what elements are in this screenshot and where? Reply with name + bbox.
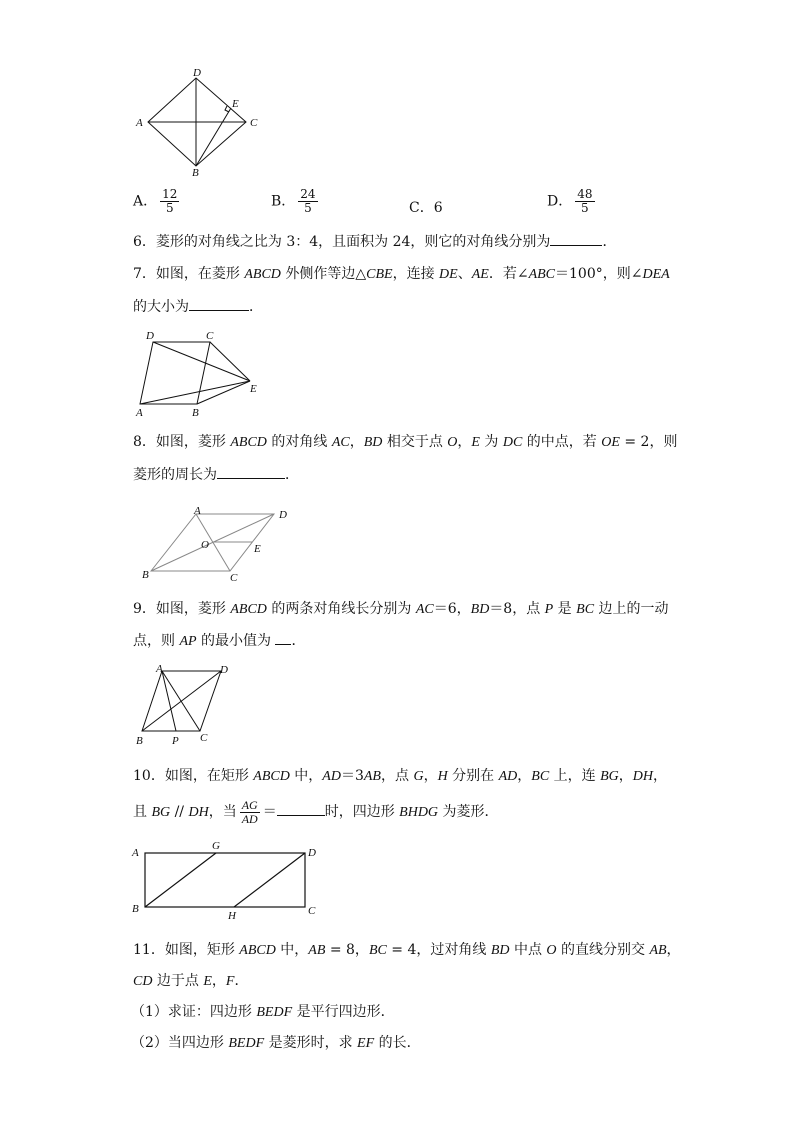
fig9-label-C: C: [200, 732, 208, 744]
fig5-label-D: D: [193, 67, 201, 79]
option-a: A． $\frac{12}{5}$: [133, 187, 178, 215]
question-11-part-1: （1）求证：四边形 BEDF 是平行四边形．: [131, 1004, 395, 1020]
figure-q10-rectangle: [128, 838, 328, 922]
fig5-label-E: E: [232, 98, 239, 110]
fig5-label-A: A: [136, 117, 143, 129]
fig10-label-C: C: [308, 905, 316, 917]
fig9-label-B: B: [136, 735, 143, 747]
option-d: D． $\frac{48}{5}$: [547, 187, 593, 215]
question-11-line1: 11．如图，矩形 ABCD 中，AB = 8，BC = 4，过对角线 BD 中点 O 的直线分别交 AB，: [133, 942, 681, 958]
question-9-line1: 9．如图，菱形 ABCD 的两条对角线长分别为 AC＝6，BD＝8，点 P 是 BC 边上的一动: [133, 601, 669, 617]
fig10-label-D: D: [308, 847, 316, 859]
figure-q7-rhombus-triangle: [128, 326, 268, 418]
question-8-line1: 8．如图，菱形 ABCD 的对角线 AC，BD 相交于点 O，E 为 DC 的中点，若 OE = 2，则: [133, 434, 678, 450]
fig10-label-B: B: [132, 903, 139, 915]
question-11-line2: CD 边于点 E，F．: [133, 973, 249, 989]
fig9-label-D: D: [220, 664, 228, 676]
fig10-label-H: H: [228, 910, 236, 922]
fraction-ag-ad: $\frac{AG}{AD}$: [241, 797, 258, 826]
fig9-label-P: P: [172, 735, 179, 747]
fig7-label-C: C: [206, 330, 214, 342]
fig8-label-O: O: [201, 539, 209, 551]
fig10-label-G: G: [212, 840, 220, 852]
fig8-label-B: B: [142, 569, 149, 581]
fig5-label-C: C: [250, 117, 258, 129]
fig7-label-D: D: [146, 330, 154, 342]
question-6: 6．菱形的对角线之比为 3：4，且面积为 24，则它的对角线分别为 ．: [133, 231, 616, 252]
fig5-label-B: B: [192, 167, 199, 178]
question-11-part-2: （2）当四边形 BEDF 是菱形时，求 EF 的长．: [131, 1035, 421, 1051]
question-10-line1: 10．如图，在矩形 ABCD 中，AD＝3AB，点 G，H 分别在 AD，BC 上，连 BG，DH，: [133, 768, 667, 784]
fig9-label-A: A: [156, 663, 163, 675]
figure-q9-rhombus: [130, 662, 240, 748]
fig8-label-D: D: [279, 509, 287, 521]
question-8-line2: 菱形的周长为 ．: [133, 464, 299, 485]
fig7-label-E: E: [250, 383, 257, 395]
figure-q5-rhombus: [128, 66, 268, 178]
fig8-label-C: C: [230, 572, 238, 584]
fig8-label-E: E: [254, 543, 261, 555]
fig10-label-A: A: [132, 847, 139, 859]
option-b: B． $\frac{24}{5}$: [271, 187, 316, 215]
figure-q8-rhombus: [138, 504, 298, 586]
question-10-line2: 且 BG // DH，当 $\frac{AG}{AD}$ ＝ 时，四边形 BHDG 为菱形．: [133, 797, 499, 826]
fig7-label-A: A: [136, 407, 143, 418]
option-c: C．6: [409, 200, 443, 216]
fig8-label-A: A: [194, 505, 201, 517]
question-7-line2: 的大小为 ．: [133, 296, 263, 317]
question-7-line1: 7．如图，在菱形 ABCD 外侧作等边△CBE，连接 DE、AE．若∠ABC＝100°，则∠DEA: [133, 266, 670, 282]
question-9-line2: 点，则 AP 的最小值为 ．: [133, 630, 305, 652]
fig7-label-B: B: [192, 407, 199, 418]
